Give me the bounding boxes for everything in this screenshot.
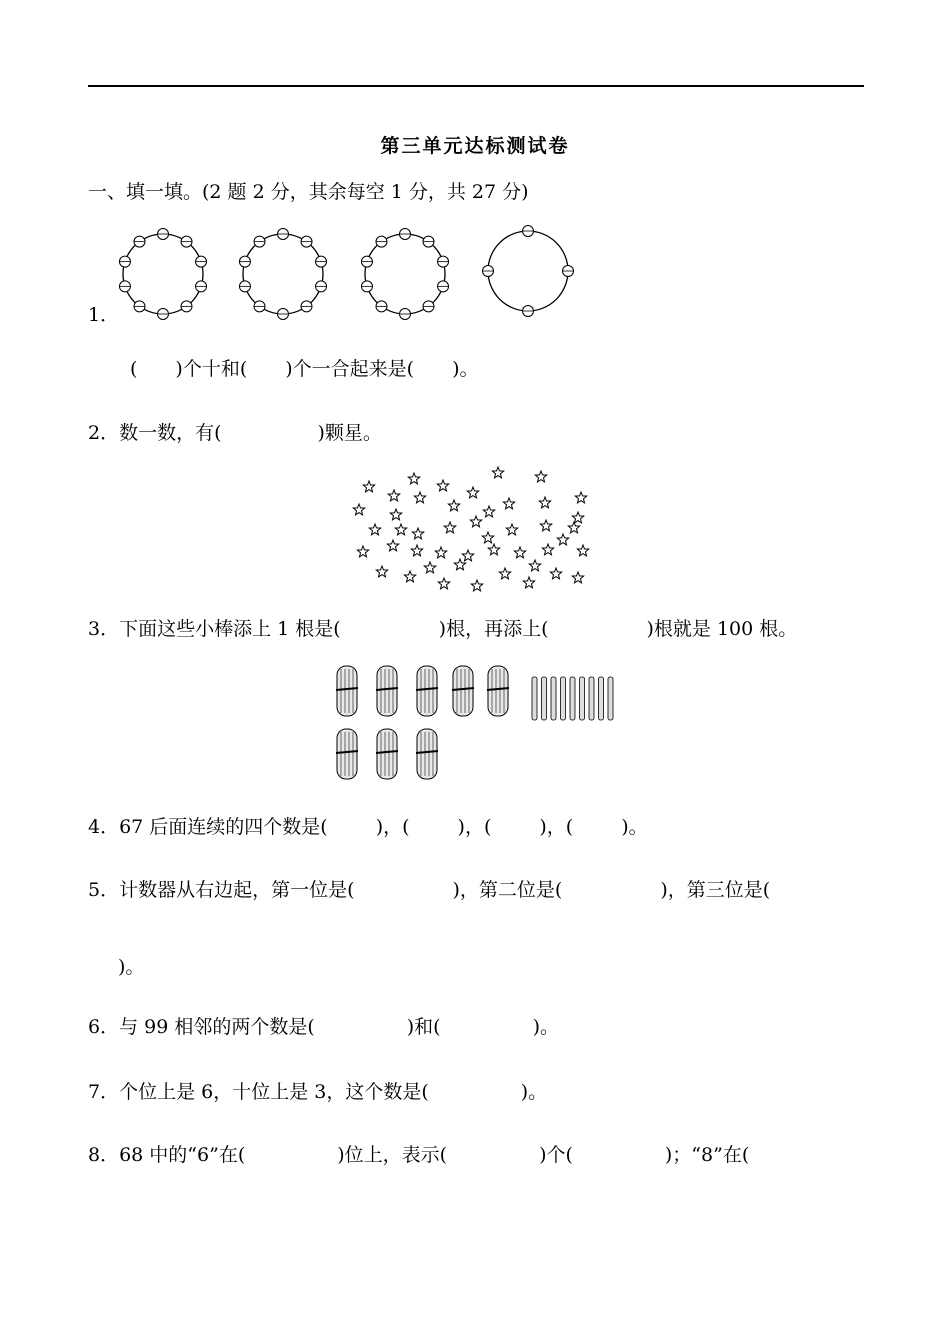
q4-text bbox=[88, 815, 648, 839]
q1-part-b: )个十和( bbox=[175, 358, 248, 380]
stick-bundle bbox=[376, 666, 398, 716]
q1-part-c: )个一合起来是( bbox=[285, 358, 415, 380]
q2-tail: )颗星。 bbox=[317, 422, 382, 444]
q3-prompt: 3．下面这些小棒添上 1 根是( bbox=[88, 618, 341, 640]
q6-prompt: 6．与 99 相邻的两个数是( bbox=[88, 1016, 315, 1038]
page-title: 第三单元达标测试卷 bbox=[380, 135, 570, 157]
q5-tail: )。 bbox=[118, 956, 145, 978]
q6-tail: )。 bbox=[532, 1016, 560, 1038]
q4-p3: )，( bbox=[539, 816, 574, 838]
single-stick bbox=[551, 677, 556, 720]
single-stick bbox=[608, 677, 613, 720]
q4-p2: )，( bbox=[457, 816, 492, 838]
single-stick bbox=[570, 677, 575, 720]
stick-bundle bbox=[416, 666, 438, 716]
single-stick bbox=[532, 677, 537, 720]
q7-text bbox=[88, 1080, 547, 1104]
single-stick bbox=[589, 677, 594, 720]
q7-prompt: 7．个位上是 6，十位上是 3，这个数是( bbox=[88, 1081, 429, 1103]
q3-tail: )根就是 100 根。 bbox=[646, 618, 798, 640]
q4-prompt: 4．67 后面连续的四个数是( bbox=[88, 816, 328, 838]
stick-bundle bbox=[452, 666, 474, 716]
q5-p2: )，第三位是( bbox=[660, 879, 771, 901]
q6-text bbox=[88, 1015, 559, 1039]
stick-bundle bbox=[416, 729, 438, 779]
q4-p1: )，( bbox=[375, 816, 410, 838]
single-stick bbox=[599, 677, 604, 720]
q5-p1: )，第二位是( bbox=[452, 879, 563, 901]
q8-prompt: 8．68 中的“6”在( bbox=[88, 1144, 246, 1166]
q5-text bbox=[88, 878, 770, 902]
q8-tail: )；“8”在( bbox=[664, 1144, 750, 1166]
q1-number: 1． bbox=[88, 304, 120, 326]
stick-bundle bbox=[336, 729, 358, 779]
q2-prompt: 2．数一数，有( bbox=[88, 422, 222, 444]
q8-text bbox=[88, 1143, 749, 1167]
q7-tail: )。 bbox=[520, 1081, 548, 1103]
q4-tail: )。 bbox=[621, 816, 648, 838]
q8-p1: )位上，表示( bbox=[337, 1144, 448, 1166]
q1-part-a: ( bbox=[130, 358, 138, 380]
q1-part-d: )。 bbox=[452, 358, 479, 380]
stick-bundle bbox=[376, 729, 398, 779]
q5-prompt: 5．计数器从右边起，第一位是( bbox=[88, 879, 355, 901]
single-stick bbox=[542, 677, 547, 720]
section-1-heading: 一、填一填。(2 题 2 分，其余每空 1 分，共 27 分) bbox=[88, 181, 529, 203]
q8-p2: )个( bbox=[539, 1144, 573, 1166]
single-stick bbox=[580, 677, 585, 720]
stick-bundle bbox=[487, 666, 509, 716]
q3-mid: )根，再添上( bbox=[438, 618, 549, 640]
q6-mid: )和( bbox=[406, 1016, 441, 1038]
stick-bundle bbox=[336, 666, 358, 716]
single-stick bbox=[561, 677, 566, 720]
